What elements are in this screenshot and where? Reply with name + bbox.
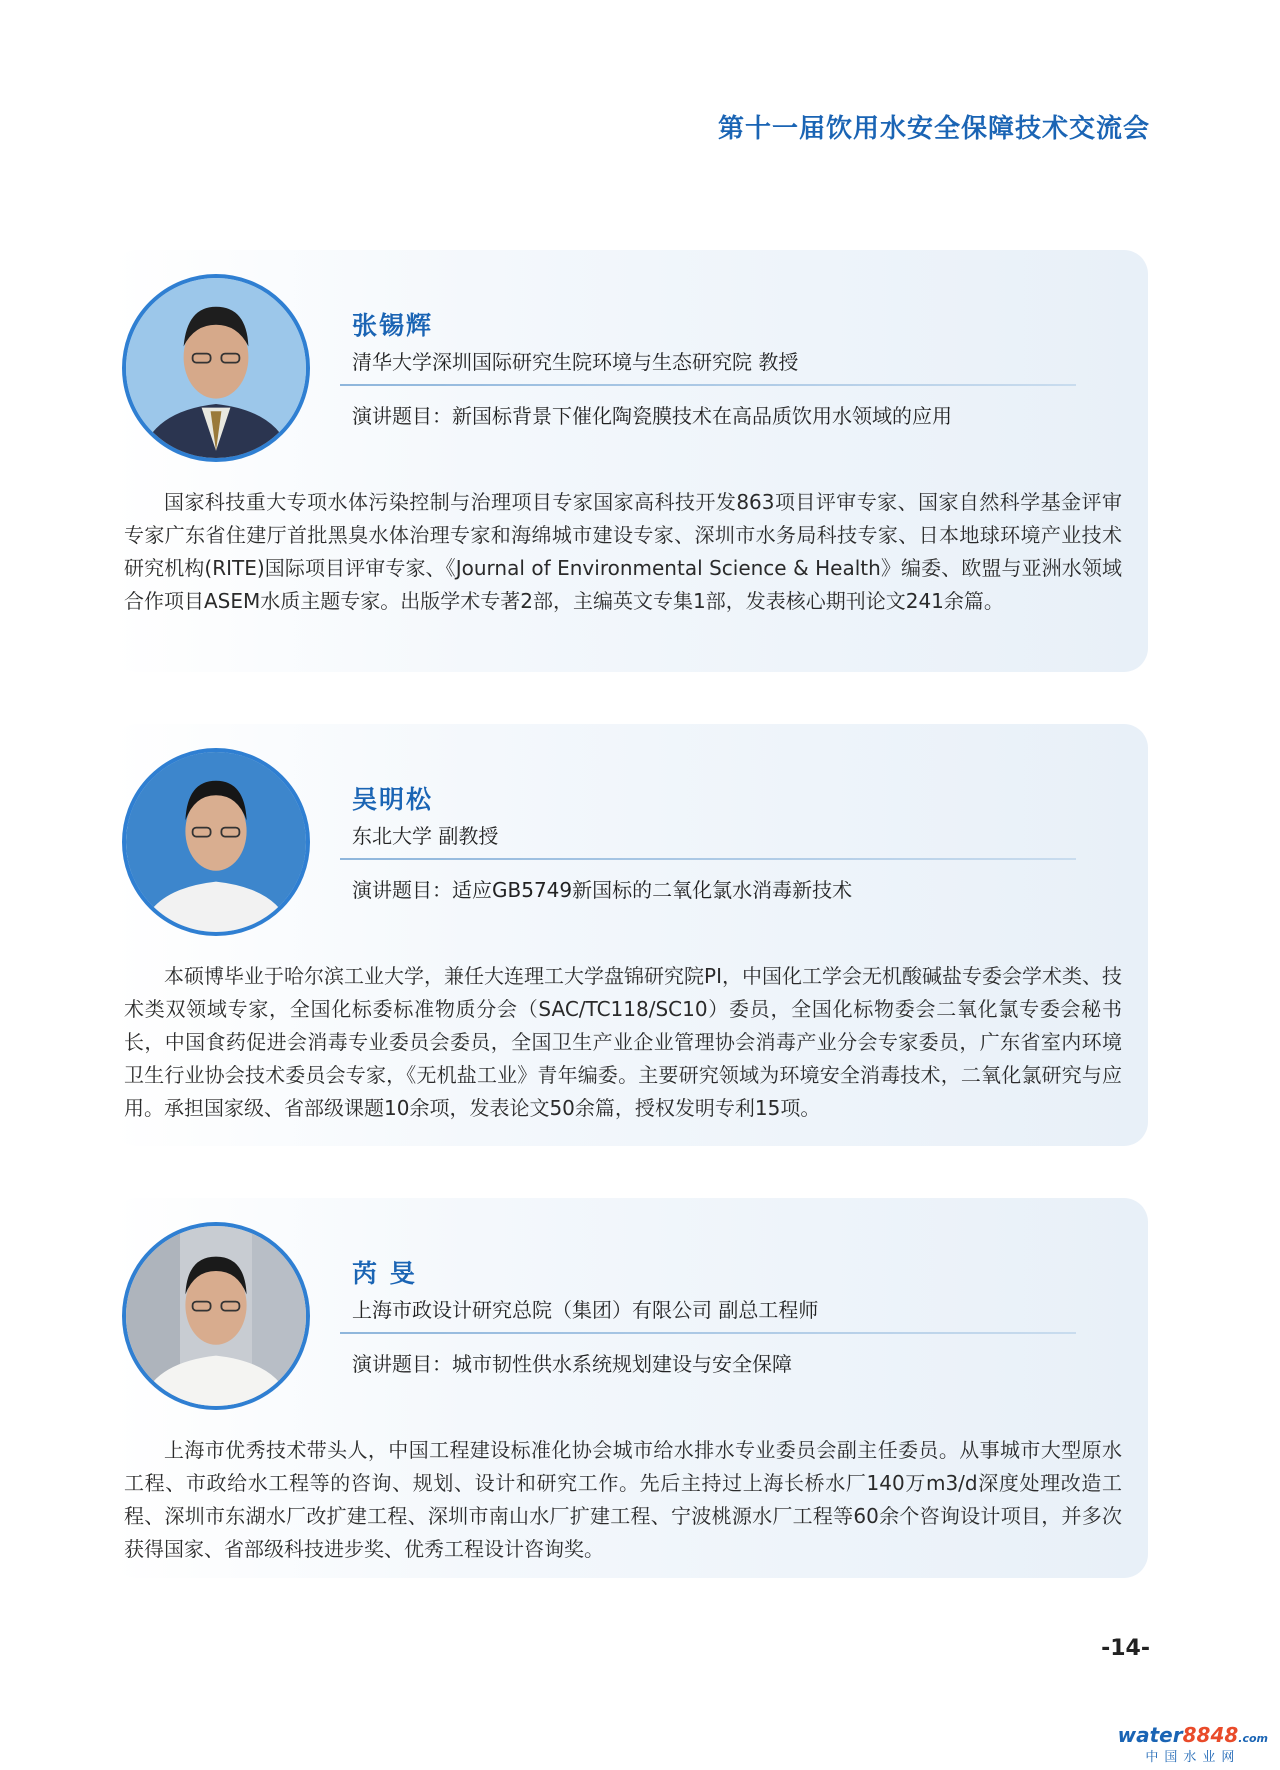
speaker-name: 张锡辉 <box>352 311 434 340</box>
speaker-card <box>112 1198 1148 1578</box>
speaker-affiliation: 上海市政设计研究总院（集团）有限公司 副总工程师 <box>352 1298 819 1322</box>
avatar-photo-icon <box>126 1226 306 1406</box>
speaker-topic: 演讲题目：城市韧性供水系统规划建设与安全保障 <box>352 1352 792 1376</box>
logo-cn: 中国水业网 <box>1145 1750 1241 1765</box>
avatar <box>122 1222 310 1410</box>
page-title: 第十一届饮用水安全保障技术交流会 <box>717 114 1150 144</box>
water8848-logo <box>1118 1724 1268 1766</box>
speaker-bio: 上海市优秀技术带头人，中国工程建设标准化协会城市给水排水专业委员会副主任委员。从事城市大型原水工程、市政给水工程等的咨询、规划、设计和研究工作。先后主持过上海长桥水厂140万m3/d深度处理改造工程、深圳市东湖水厂改扩建工程、深圳市南山水厂扩建工程、宁波桃源水厂工程等60余个咨询设计项目，并多次获得国家、省部级科技进步奖、优秀工程设计咨询奖。 <box>124 1438 1122 1561</box>
divider <box>340 384 1076 386</box>
speaker-affiliation: 清华大学深圳国际研究生院环境与生态研究院 教授 <box>352 350 799 374</box>
speaker-card <box>112 724 1148 1146</box>
speaker-bio: 国家科技重大专项水体污染控制与治理项目专家国家高科技开发863项目评审专家、国家自然科学基金评审专家广东省住建厅首批黑臭水体治理专家和海绵城市建设专家、深圳市水务局科技专家、日本地球环境产业技术研究机构(RITE)国际项目评审专家、《Journal of Environmental Science & Health》编委、欧盟与亚洲水领域合作项目ASEM水质主题专家。出版学术专著2部，主编英文专集1部，发表核心期刊论文241余篇。 <box>124 490 1122 613</box>
logo-number: 8848 <box>1182 1723 1239 1747</box>
speaker-name: 芮 旻 <box>352 1259 417 1288</box>
avatar <box>122 274 310 462</box>
divider <box>340 858 1076 860</box>
avatar-photo-icon <box>126 752 306 932</box>
speaker-topic: 演讲题目：新国标背景下催化陶瓷膜技术在高品质饮用水领域的应用 <box>352 404 952 428</box>
avatar <box>122 748 310 936</box>
speaker-name: 吴明松 <box>352 785 434 814</box>
divider <box>340 1332 1076 1334</box>
logo-text: water <box>1117 1723 1183 1747</box>
logo-domain: .com <box>1238 1732 1268 1745</box>
page-number: -14- <box>1101 1636 1150 1661</box>
speaker-topic: 演讲题目：适应GB5749新国标的二氧化氯水消毒新技术 <box>352 878 853 902</box>
speaker-card <box>112 250 1148 672</box>
avatar-photo-icon <box>126 278 306 458</box>
speaker-affiliation: 东北大学 副教授 <box>352 824 499 848</box>
speaker-bio: 本硕博毕业于哈尔滨工业大学，兼任大连理工大学盘锦研究院PI，中国化工学会无机酸碱盐专委会学术类、技术类双领域专家，全国化标委标准物质分会（SAC/TC118/SC10）委员，全国化标物委会二氧化氯专委会秘书长，中国食药促进会消毒专业委员会委员，全国卫生产业企业管理协会消毒产业分会专家委员，广东省室内环境卫生行业协会技术委员会专家，《无机盐工业》青年编委。主要研究领域为环境安全消毒技术，二氧化氯研究与应用。承担国家级、省部级课题10余项，发表论文50余篇，授权发明专利15项。 <box>124 964 1122 1120</box>
